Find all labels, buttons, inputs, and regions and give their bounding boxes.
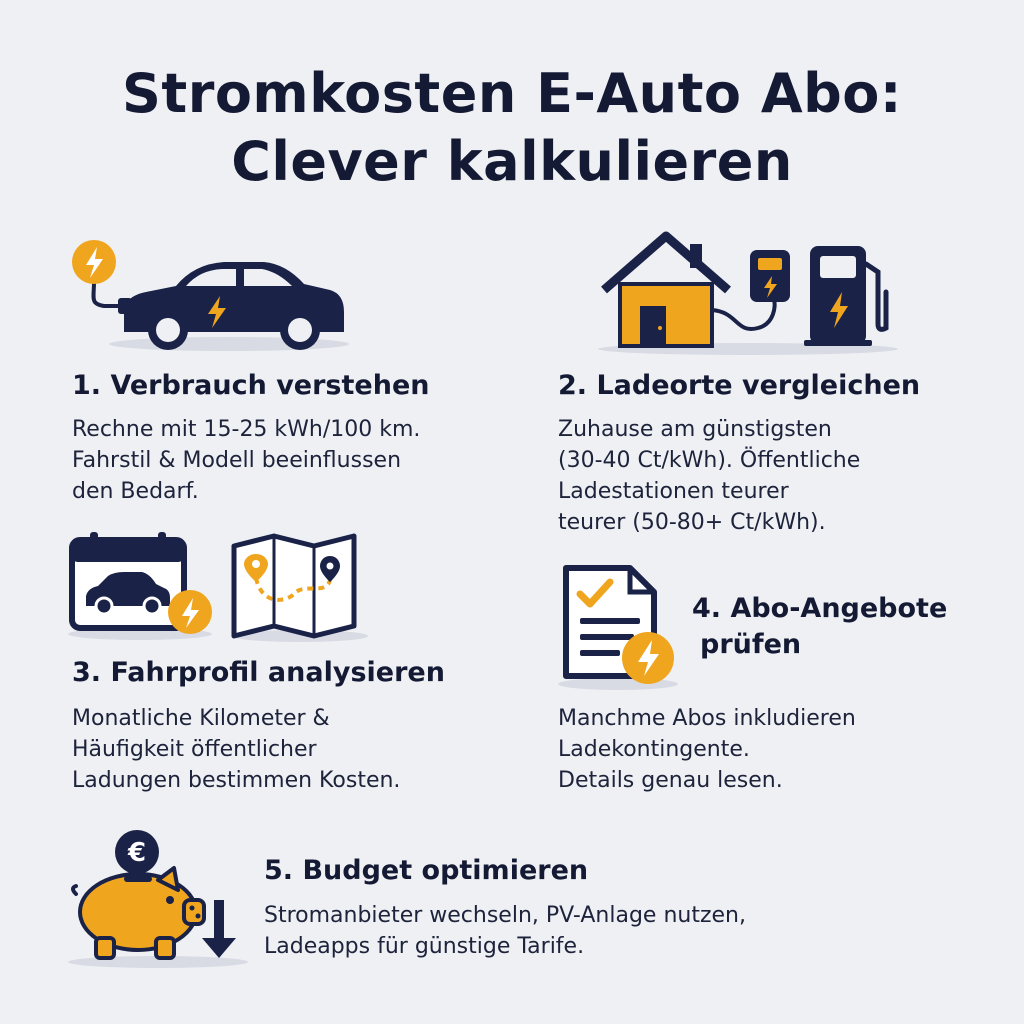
page-title-line-1: Stromkosten E-Auto Abo: (122, 62, 902, 125)
section-5-line-2: Ladeapps für günstige Tarife. (264, 934, 585, 959)
section-3-line-1: Monatliche Kilometer & (72, 706, 330, 731)
section-2-line-2: (30-40 Ct/kWh). Öffentliche (558, 448, 861, 473)
car-icon (64, 232, 354, 357)
section-2-heading: 2. Ladeorte vergleichen (558, 370, 921, 401)
section-2-line-3: Ladestationen teurer (558, 479, 789, 504)
section-5-line-1: Stromanbieter wechseln, PV-Anlage nutzen, (264, 903, 746, 928)
section-2-line-4: teurer (50-80+ Ct/kWh). (558, 510, 826, 535)
map-route-icon (230, 532, 370, 644)
section-1-heading: 1. Verbrauch verstehen (72, 370, 430, 401)
calendar-car-icon (66, 530, 214, 642)
section-1-line-3: den Bedarf. (72, 479, 199, 504)
page-title-line-2: Clever kalkulieren (231, 130, 793, 193)
section-4-line-1: Manchme Abos inkludieren (558, 706, 856, 731)
document-check-icon (556, 562, 686, 692)
section-1-line-1: Rechne mit 15-25 kWh/100 km. (72, 417, 421, 442)
section-5-heading: 5. Budget optimieren (264, 855, 589, 886)
section-4-line-3: Details genau lesen. (558, 768, 783, 793)
section-4-heading-line-2: prüfen (700, 629, 802, 660)
section-1-line-2: Fahrstil & Modell beeinflussen (72, 448, 402, 473)
section-2-line-1: Zuhause am günstigsten (558, 417, 832, 442)
section-4-line-2: Ladekontingente. (558, 737, 750, 762)
section-3-line-3: Ladungen bestimmen Kosten. (72, 768, 401, 793)
house-icon (598, 228, 898, 358)
section-3-line-2: Häufigkeit öffentlicher (72, 737, 317, 762)
section-4-heading-line-1: 4. Abo-Angebote (692, 593, 948, 624)
euro-coin-icon: € (127, 838, 147, 868)
piggy-bank-icon (66, 828, 252, 970)
arrow-down-icon (202, 900, 236, 958)
section-3-heading: 3. Fahrprofil analysieren (72, 657, 445, 688)
